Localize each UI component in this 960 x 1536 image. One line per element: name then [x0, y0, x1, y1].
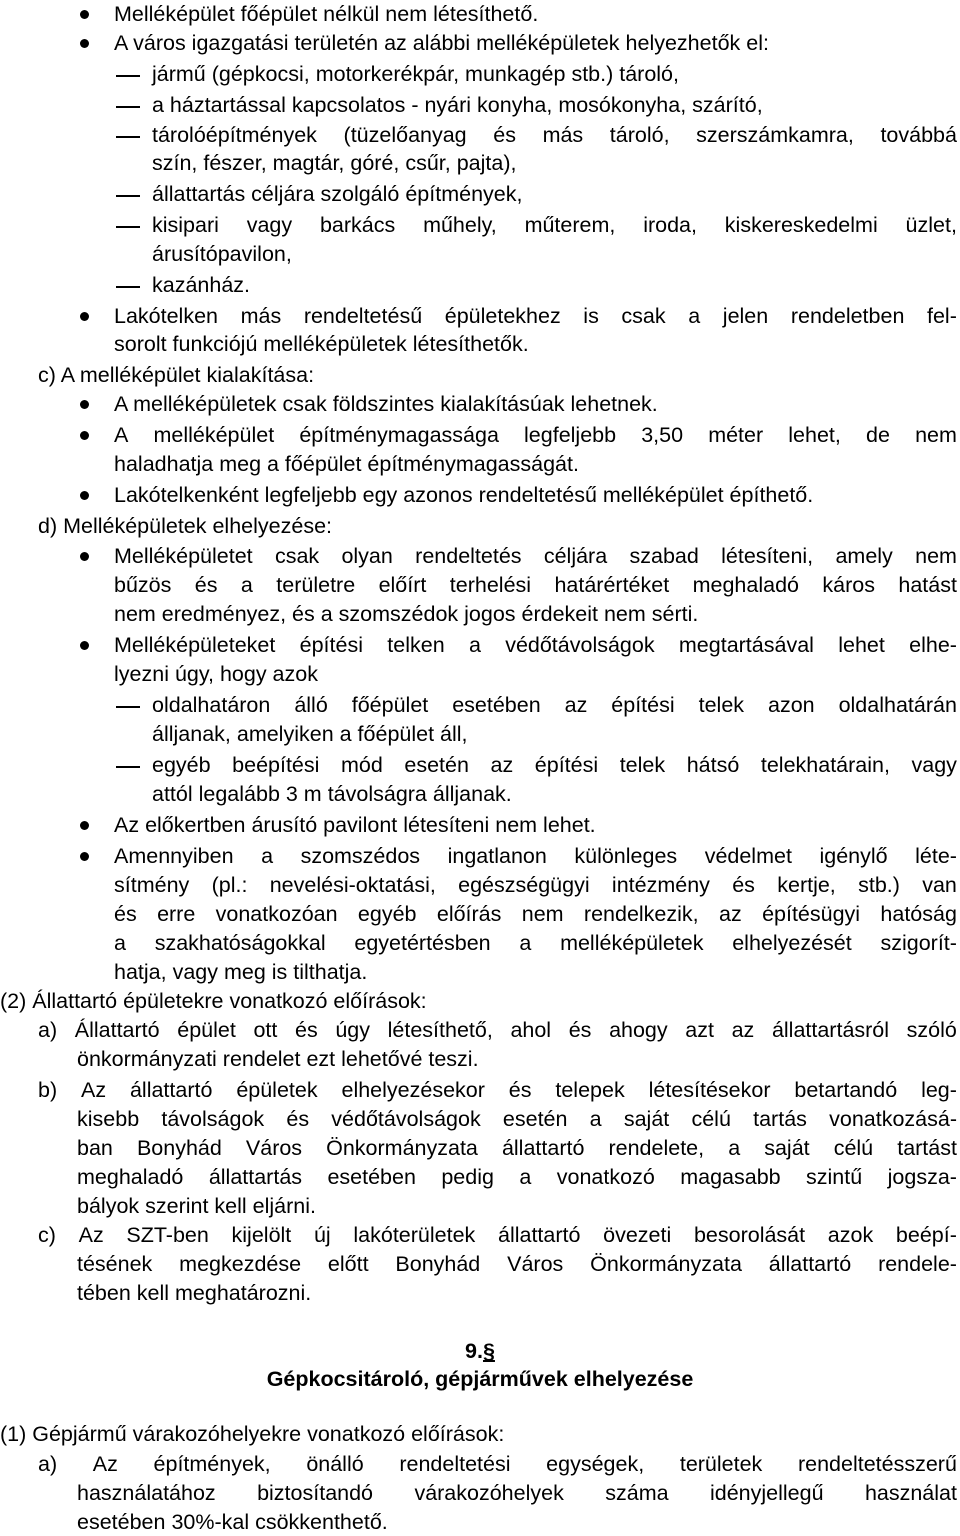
word: állattartás [208, 1165, 303, 1189]
word: egységek, [546, 1452, 645, 1476]
word: létesíteni, [721, 544, 814, 568]
word: előírt [378, 573, 427, 597]
word: építménymagassága [299, 423, 499, 447]
text-line: tében kell meghatározni. [77, 1281, 312, 1305]
text-line [38, 1016, 957, 1044]
word: célú [691, 1107, 731, 1131]
text-line [114, 871, 957, 899]
word: műterem, [524, 213, 616, 237]
word: várakozóhelyek [414, 1481, 564, 1505]
word: rendeltetés [415, 544, 522, 568]
word: és [568, 1018, 592, 1042]
text-line: bályok szerint kell eljárni. [77, 1194, 316, 1218]
word: elhelyezését [732, 931, 852, 955]
word: a [728, 1136, 741, 1160]
word: a) [38, 1452, 58, 1476]
word: szigorít- [880, 931, 957, 955]
word: nevelési-oktatási, [269, 873, 436, 897]
word: káros [822, 573, 875, 597]
word: a [240, 573, 253, 597]
word: Bonyhád [395, 1252, 481, 1276]
word: melléképület [153, 423, 275, 447]
word: SZT-ben [126, 1223, 209, 1247]
word: övezeti [603, 1223, 672, 1247]
word: és [732, 873, 755, 897]
word: kisebb [77, 1107, 140, 1131]
word: a [688, 304, 701, 328]
word: beépí- [895, 1223, 957, 1247]
word: épületek [236, 1078, 318, 1102]
text-line: jármű (gépkocsi, motorkerékpár, munkagép stb.) tároló, [152, 62, 679, 86]
word: védelmet [704, 844, 792, 868]
word: betartandó [794, 1078, 898, 1102]
dash-icon [116, 226, 140, 228]
word: tárolóépítmények [152, 123, 317, 147]
word: Önkormányzata [326, 1136, 478, 1160]
word: esetén [404, 753, 469, 777]
word: lehet [838, 633, 885, 657]
word: nem [915, 423, 957, 447]
text-line: nem eredményez, és a szomszédok jogos érdekeit nem sérti. [114, 602, 699, 626]
dash-icon [116, 286, 140, 288]
word: úgy [335, 1018, 370, 1042]
word: állattartó [129, 1078, 213, 1102]
text-line: kazánház. [152, 273, 251, 297]
word: előtt [327, 1252, 369, 1276]
word: használat [864, 1481, 957, 1505]
word: megkezdése [179, 1252, 302, 1276]
word: méter [708, 423, 764, 447]
word: területek [679, 1452, 763, 1476]
word: létesíthető, [387, 1018, 493, 1042]
word: esetében [452, 693, 541, 717]
word: az [731, 1018, 755, 1042]
word: terhelési [449, 573, 532, 597]
text-line: állattartás céljára szolgáló építmények, [152, 182, 523, 206]
word: ahogy [609, 1018, 668, 1042]
word: Lakótelken [114, 304, 218, 328]
word: Az [78, 1223, 104, 1247]
text-line [114, 571, 957, 599]
word: biztosítandó [257, 1481, 374, 1505]
text-line: attól legalább 3 m távolságra álljanak. [152, 782, 512, 806]
word: a [519, 931, 532, 955]
word: építésügyi [762, 902, 861, 926]
word: telepek [555, 1078, 625, 1102]
word: besorolását [693, 1223, 806, 1247]
word: nem [521, 902, 564, 926]
text-line: A város igazgatási területén az alábbi melléképületek helyezhetők el: [114, 31, 769, 55]
word: saját [764, 1136, 810, 1160]
word: Az [81, 1078, 107, 1102]
word: saját [623, 1107, 670, 1131]
word: olyan [341, 544, 393, 568]
dash-icon [116, 706, 140, 708]
word: jogsza- [887, 1165, 957, 1189]
word: üzlet, [905, 213, 957, 237]
word: c) [38, 1223, 56, 1247]
text-line [77, 1250, 957, 1278]
text-line [77, 1105, 957, 1133]
text-line [114, 842, 957, 870]
dash-icon [116, 75, 140, 77]
word: főépület [351, 693, 429, 717]
word: meghaladó [692, 573, 799, 597]
word: léte- [915, 844, 957, 868]
word: Bonyhád [136, 1136, 222, 1160]
word: szomszédos [300, 844, 421, 868]
word: van [922, 873, 957, 897]
text-line [114, 900, 957, 928]
word: azok [827, 1223, 874, 1247]
word: hátsó [686, 753, 740, 777]
word: használatához [77, 1481, 216, 1505]
word: határértéket [554, 573, 670, 597]
word: célú [833, 1136, 874, 1160]
word: stb.) [858, 873, 900, 897]
word: b) [38, 1078, 58, 1102]
text-line [77, 1479, 957, 1507]
text-line: esetében 30%-kal csökkenthető. [77, 1510, 388, 1534]
bullet-icon [80, 431, 89, 440]
word: tésének [77, 1252, 153, 1276]
word: a [519, 1165, 532, 1189]
text-line [114, 631, 957, 659]
word: fel- [927, 304, 957, 328]
text-line [152, 211, 957, 239]
word: ingatlanon [447, 844, 547, 868]
word: és [286, 1107, 310, 1131]
text-line [38, 1076, 957, 1104]
word: esetében [327, 1165, 416, 1189]
word: csak [621, 304, 666, 328]
bullet-icon [80, 39, 89, 48]
word: területre [276, 573, 356, 597]
text-line [38, 1221, 957, 1249]
word: tároló, [609, 123, 670, 147]
word: oldalhatáron [152, 693, 271, 717]
word: hatást [898, 573, 957, 597]
word: leg- [921, 1078, 957, 1102]
word: oldalhatárán [838, 693, 957, 717]
text-line [114, 421, 957, 449]
word: távolságok [161, 1107, 265, 1131]
word: kertje, [777, 873, 836, 897]
word: létesítésekor [648, 1078, 771, 1102]
word: hatóság [880, 902, 957, 926]
word: vagy [246, 213, 293, 237]
word: állattartó [497, 1223, 581, 1247]
word: építési [611, 693, 675, 717]
word: szakhatóságokkal [154, 931, 326, 955]
word: építmények, [153, 1452, 271, 1476]
word: az [564, 693, 588, 717]
word: Város [245, 1136, 303, 1160]
text-line: szín, fészer, magtár, góré, csűr, pajta), [152, 151, 517, 175]
text-line: Lakótelkenként legfeljebb egy azonos rendeltetésű melléképület építhető. [114, 483, 814, 507]
word: is [583, 304, 599, 328]
word: bűzös [114, 573, 172, 597]
word: (pl.: [211, 873, 248, 897]
word: a [261, 844, 274, 868]
word: idényjellegű [709, 1481, 824, 1505]
word: beépítési [232, 753, 320, 777]
word: egyéb [152, 753, 211, 777]
word: a [589, 1107, 602, 1131]
dash-icon [116, 136, 140, 138]
word: rendeltetésű [303, 304, 423, 328]
word: magasabb [680, 1165, 781, 1189]
word: Város [507, 1252, 564, 1276]
word: szóló [906, 1018, 957, 1042]
word: Melléképületet [114, 544, 253, 568]
word: sítmény [114, 873, 190, 897]
word: kisipari [152, 213, 219, 237]
word: vonatkozásá- [829, 1107, 957, 1131]
word: és [508, 1078, 532, 1102]
word: építési [299, 633, 363, 657]
word: állattartó [768, 1252, 852, 1276]
word: barkács [319, 213, 396, 237]
word: tartás [753, 1107, 807, 1131]
bullet-icon [80, 821, 89, 830]
text-line: haladhatja meg a főépület építménymagasságát. [114, 452, 579, 476]
word: ahol [510, 1018, 552, 1042]
word: állattartásról [771, 1018, 890, 1042]
dash-icon [116, 766, 140, 768]
word: igénylő [819, 844, 888, 868]
word: kijelölt [231, 1223, 292, 1247]
bullet-icon [80, 641, 89, 650]
word: lakóterületek [353, 1223, 476, 1247]
text-line: árusítópavilon, [152, 242, 292, 266]
word: egészségügyi [458, 873, 590, 897]
word: szerszámkamra, [696, 123, 854, 147]
word: más [542, 123, 584, 147]
word: az [719, 902, 742, 926]
section-symbol: § [482, 1339, 495, 1363]
word: Állattartó [74, 1018, 160, 1042]
word: de [866, 423, 890, 447]
word: intézmény [611, 873, 710, 897]
word: elhe- [909, 633, 957, 657]
text-line [77, 1163, 957, 1191]
text-line: álljanak, amelyiken a főépület áll, [152, 722, 468, 746]
word: új [313, 1223, 331, 1247]
text-line [38, 1450, 957, 1478]
word: mód [340, 753, 383, 777]
word: szabad [629, 544, 699, 568]
text-line: d) Melléképületek elhelyezése: [38, 514, 332, 538]
word: rendeltetésszerű [797, 1452, 957, 1476]
word: Önkormányzata [590, 1252, 742, 1276]
word: céljára [543, 544, 608, 568]
word: telek [698, 693, 745, 717]
word: Az [92, 1452, 118, 1476]
text-line [114, 542, 957, 570]
section-number: 9.§ [465, 1339, 495, 1363]
word: telken [387, 633, 445, 657]
word: jelen [722, 304, 769, 328]
word: álló [294, 693, 328, 717]
bullet-icon [80, 312, 89, 321]
text-line: sorolt funkciójú melléképületek létesíthetők. [114, 332, 529, 356]
word: (tüzelőanyag [343, 123, 467, 147]
word: épületekhez [444, 304, 561, 328]
word: különleges [574, 844, 678, 868]
word: a [114, 931, 126, 955]
text-line: A melléképületek csak földszintes kialakításúak lehetnek. [114, 392, 658, 416]
word: rendelkezik, [583, 902, 699, 926]
bullet-icon [80, 10, 89, 19]
word: azt [685, 1018, 714, 1042]
text-line [77, 1134, 957, 1162]
word: amely [835, 544, 893, 568]
text-line [152, 751, 957, 779]
word: a) [38, 1018, 58, 1042]
bullet-icon [80, 852, 89, 861]
word: épület [177, 1018, 236, 1042]
word: ban [77, 1136, 113, 1160]
text-line: lyezni úgy, hogy azok [114, 662, 318, 686]
word: Amennyiben [114, 844, 234, 868]
word: más [240, 304, 282, 328]
word: és [294, 1018, 318, 1042]
word: rendelete, [608, 1136, 705, 1160]
word: a [468, 633, 481, 657]
word: 3,50 [641, 423, 684, 447]
word: az [490, 753, 514, 777]
text-line [152, 121, 957, 149]
dash-icon [116, 195, 140, 197]
word: kiskereskedelmi [724, 213, 878, 237]
word: legfeljebb [524, 423, 617, 447]
word: és [493, 123, 516, 147]
word: védőtávolságok [331, 1107, 481, 1131]
word: meghaladó [77, 1165, 184, 1189]
word: ott [253, 1018, 278, 1042]
word: előírás [436, 902, 502, 926]
word: önálló [306, 1452, 364, 1476]
text-line: a háztartással kapcsolatos - nyári konyha, mosókonyha, szárító, [152, 93, 763, 117]
word: nem [915, 544, 957, 568]
word: lehet, [788, 423, 841, 447]
word: csak [274, 544, 320, 568]
word: esetén [502, 1107, 568, 1131]
word: iroda, [643, 213, 697, 237]
word: vonatkozóan [215, 902, 338, 926]
section-title: Gépkocsitároló, gépjárművek elhelyezése [266, 1367, 694, 1391]
word: védőtávolságok [505, 633, 655, 657]
text-line: Melléképület főépület nélkül nem létesíthető. [114, 2, 539, 26]
text-line [114, 929, 957, 957]
text-line: (1) Gépjármű várakozóhelyekre vonatkozó előírások: [0, 1422, 505, 1446]
word: egyetértésben [354, 931, 491, 955]
word: telek [619, 753, 666, 777]
text-line: Az előkertben árusító pavilont létesíteni nem lehet. [114, 813, 596, 837]
bullet-icon [80, 400, 89, 409]
word: telekhatárain, [760, 753, 890, 777]
bullet-icon [80, 491, 89, 500]
word: Melléképületeket [114, 633, 276, 657]
text-line [114, 302, 957, 330]
word: melléképületek [560, 931, 704, 955]
word: A [114, 423, 129, 447]
text-line: hatja, vagy meg is tilthatja. [114, 960, 368, 984]
text-line [152, 691, 957, 719]
word: műhely, [423, 213, 497, 237]
word: erre [157, 902, 196, 926]
word: vonatkozó [556, 1165, 655, 1189]
word: tartást [897, 1136, 957, 1160]
word: továbbá [880, 123, 957, 147]
word: egyéb [357, 902, 417, 926]
text-line: önkormányzati rendelet ezt lehetővé teszi. [77, 1047, 479, 1071]
word: építési [534, 753, 599, 777]
text-line: (2) Állattartó épületekre vonatkozó előírások: [0, 989, 427, 1013]
word: rendeletben [790, 304, 905, 328]
word: vagy [911, 753, 957, 777]
word: megtartásával [678, 633, 814, 657]
word: állattartó [501, 1136, 585, 1160]
word: rendeltetési [399, 1452, 511, 1476]
word: és [114, 902, 137, 926]
text-line: c) A melléképület kialakítása: [38, 363, 315, 387]
word: azon [767, 693, 815, 717]
word: rendele- [878, 1252, 957, 1276]
word: száma [605, 1481, 669, 1505]
word: szintű [806, 1165, 863, 1189]
dash-icon [116, 106, 140, 108]
bullet-icon [80, 552, 89, 561]
word: elhelyezésekor [341, 1078, 485, 1102]
word: és [194, 573, 218, 597]
word: pedig [441, 1165, 494, 1189]
